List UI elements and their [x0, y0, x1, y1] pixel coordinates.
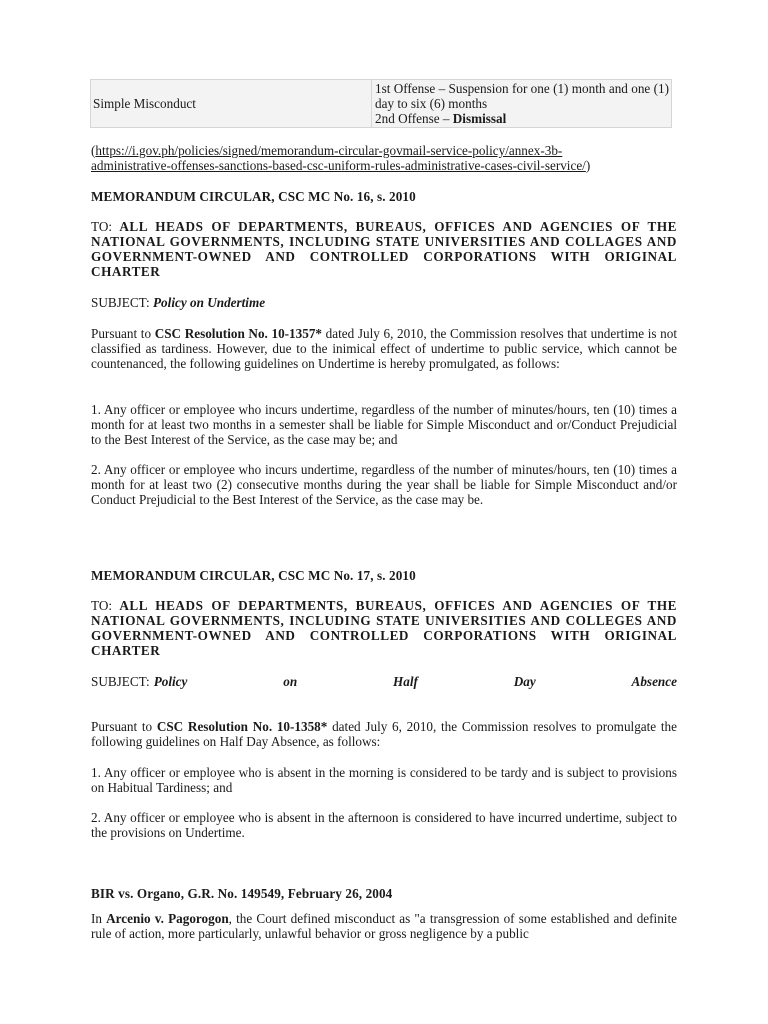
mc17-intro: Pursuant to CSC Resolution No. 10-1358* dated July 6, 2010, the Commission resolves to promulgate the following guidelines on Half Day Absence, as follows: [91, 719, 677, 749]
sanctions-table [90, 79, 672, 128]
dismissal-text: Dismissal [452, 111, 507, 126]
offense-cell [91, 80, 372, 128]
mc16-subject: SUBJECT: Policy on Undertime [91, 295, 266, 310]
table-row [91, 80, 672, 128]
bir-case-name: Arcenio v. Pagorogon [106, 911, 229, 926]
offense-name: Simple Misconduct [93, 96, 196, 111]
mc16-heading: MEMORANDUM CIRCULAR, CSC MC No. 16, s. 2010 [91, 189, 416, 204]
mc16-item-2: 2. Any officer or employee who incurs undertime, regardless of the number of minutes/hours, ten (10) times a month for at least two (2) consecutive months during the year shall be liable for Simple Misconduct and/or Conduct Prejudicial to the Best Interest of the Service, as the case may be. [91, 462, 677, 507]
source-link-paragraph: (https://i.gov.ph/policies/signed/memorandum-circular-govmail-service-policy/annex-3b- administrative-offenses-sanctions-based-csc-uniform-rules-administrative-cases-civil-service/) [91, 143, 591, 173]
mc17-resolution: CSC Resolution No. 10-1358* [156, 719, 328, 734]
bir-paragraph: In Arcenio v. Pagorogon, the Court defined misconduct as "a transgression of some established and definite rule of action, more particularly, unlawful behavior or gross negligence by a public [91, 911, 677, 941]
mc17-subject: SUBJECT: Policy on Half Day Absence [91, 674, 677, 689]
mc16-resolution: CSC Resolution No. 10-1357* [154, 326, 323, 341]
mc17-heading: MEMORANDUM CIRCULAR, CSC MC No. 17, s. 2010 [91, 568, 416, 583]
mc17-addressee: TO: ALL HEADS OF DEPARTMENTS, BUREAUS, OFFICES AND AGENCIES OF THE NATIONAL GOVERNMENTS, INCLUDING STATE UNIVERSITIES AND COLLEGES AND GOVERNMENT-OWNED AND CONTROLLED CORPORATIONS WITH ORIGINAL CHARTER [91, 598, 678, 658]
penalty-cell [372, 80, 672, 128]
source-link-part2[interactable]: administrative-offenses-sanctions-based-csc-uniform-rules-administrative-cases-civil-service/ [91, 158, 586, 173]
penalty-second-offense: 2nd Offense – Dismissal [375, 111, 507, 126]
mc17-item-2: 2. Any officer or employee who is absent in the afternoon is considered to have incurred undertime, subject to the provisions on Undertime. [91, 810, 677, 840]
mc17-subject-text: Policy on Half Day Absence [153, 674, 677, 689]
source-link-part1[interactable]: https://i.gov.ph/policies/signed/memorandum-circular-govmail-service-policy/annex-3b- [95, 143, 563, 158]
mc16-addressee: TO: ALL HEADS OF DEPARTMENTS, BUREAUS, OFFICES AND AGENCIES OF THE NATIONAL GOVERNMENTS, INCLUDING STATE UNIVERSITIES AND COLLAGES AND GOVERNMENT-OWNED AND CONTROLLED CORPORATIONS WITH ORIGINAL CHARTER [91, 219, 678, 279]
mc17-item-1: 1. Any officer or employee who is absent in the morning is considered to be tardy and is subject to provisions on Habitual Tardiness; and [91, 765, 677, 795]
penalty-first-offense: 1st Offense – Suspension for one (1) month and one (1) day to six (6) months [375, 81, 669, 111]
bir-heading: BIR vs. Organo, G.R. No. 149549, February 26, 2004 [91, 886, 393, 901]
mc16-item-1: 1. Any officer or employee who incurs undertime, regardless of the number of minutes/hours, ten (10) times a month for at least two months in a semester shall be liable for Simple Misconduct and or/Conduct Prejudicial to the Best Interest of the Service, as the case may be; and [91, 402, 677, 447]
mc16-intro: Pursuant to CSC Resolution No. 10-1357* dated July 6, 2010, the Commission resolves that undertime is not classified as tardiness. However, due to the inimical effect of undertime to public service, which cannot be countenanced, the following guidelines on Undertime is hereby promulgated, as follows: [91, 326, 678, 371]
